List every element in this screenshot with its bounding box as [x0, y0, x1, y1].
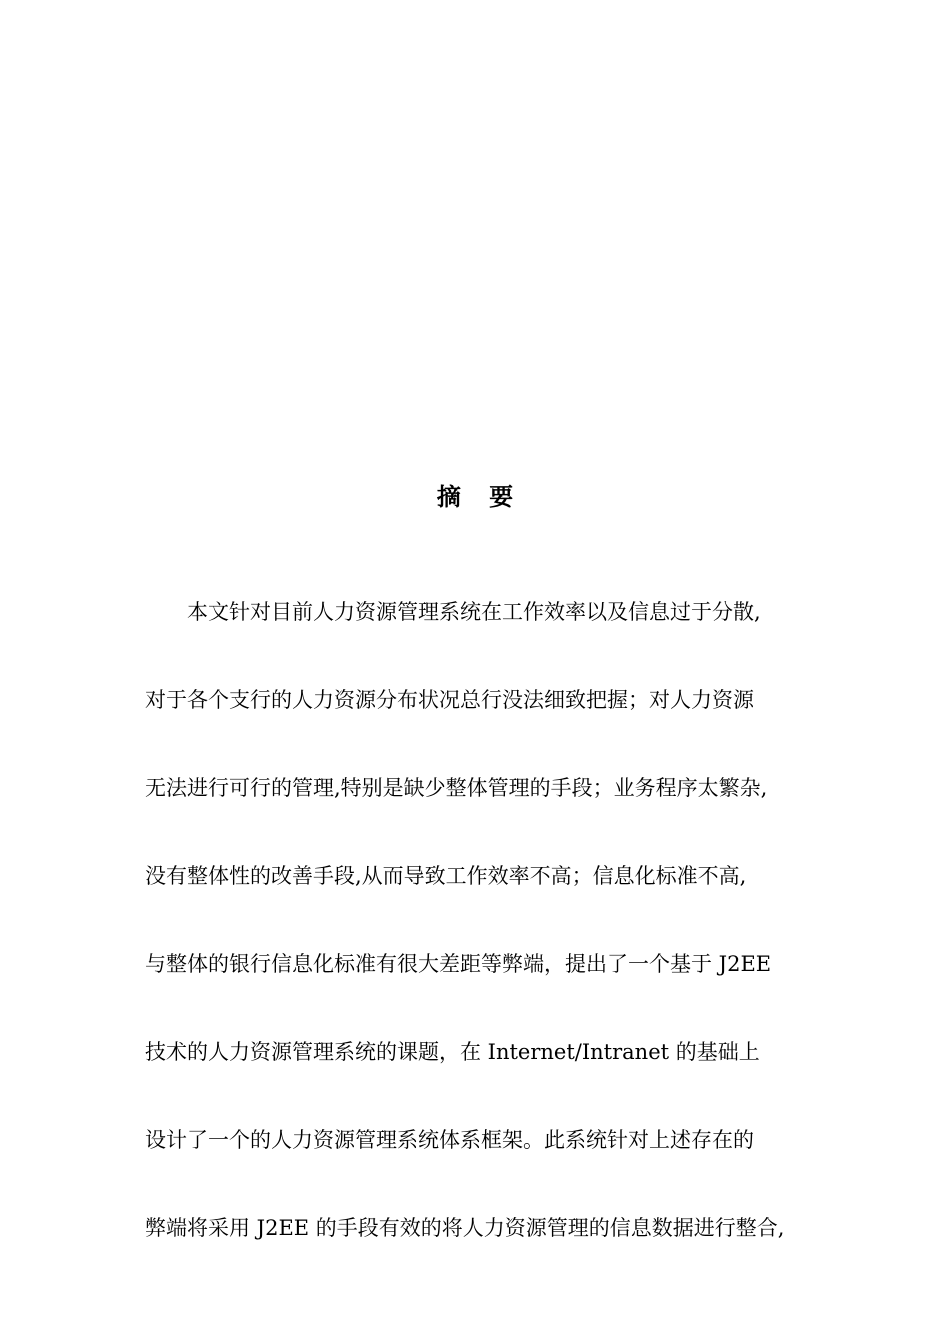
abstract-line-4: 没有整体性的改善手段,从而导致工作效率不高；信息化标准不高, — [145, 864, 747, 888]
abstract-line-7: 设计了一个的人力资源管理系统体系框架。此系统针对上述存在的 — [145, 1128, 754, 1152]
abstract-line-8: 弊端将采用 J2EE 的手段有效的将人力资源管理的信息数据进行整合, — [145, 1216, 785, 1240]
abstract-line-3: 无法进行可行的管理,特别是缺少整体管理的手段；业务程序太繁杂, — [145, 776, 768, 800]
abstract-line-1: 本文针对目前人力资源管理系统在工作效率以及信息过于分散, — [187, 600, 761, 624]
abstract-line-5: 与整体的银行信息化标准有很大差距等弊端，提出了一个基于 J2EE — [145, 952, 772, 976]
abstract-body — [145, 595, 810, 1299]
abstract-line-2: 对于各个支行的人力资源分布状况总行没法细致把握；对人力资源 — [145, 688, 754, 712]
abstract-line-6: 技术的人力资源管理系统的课题，在 Internet/Intranet 的基础上 — [145, 1040, 760, 1064]
abstract-title: 摘 要 — [436, 483, 524, 511]
